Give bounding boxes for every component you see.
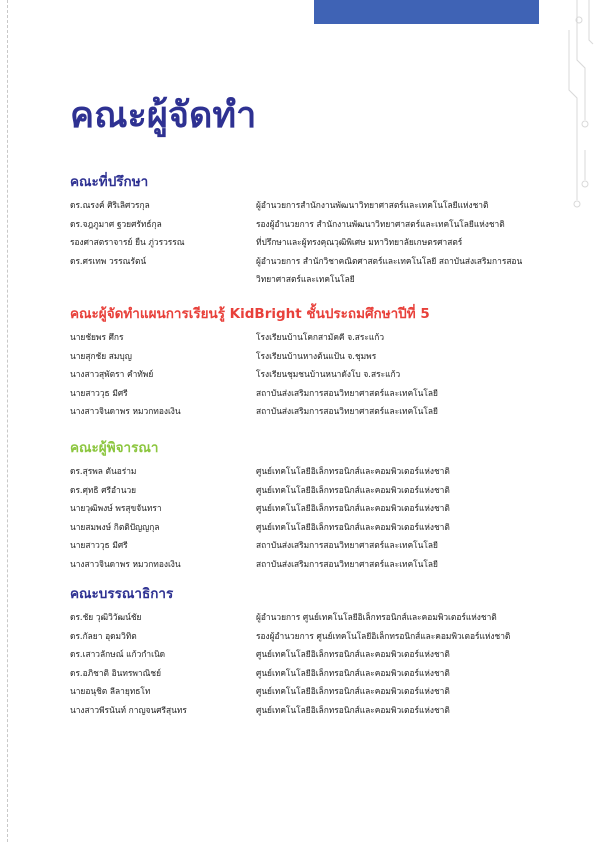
person-name: นายสมพงษ์ กิตติปัญญกุล <box>70 521 160 532</box>
list-item <box>70 608 560 627</box>
list-item <box>70 196 560 215</box>
person-name: ดร.ณรงค์ ศิริเลิศวรกุล <box>70 200 150 210</box>
person-name: นางสาวจินดาพร หมวกทองเงิน <box>70 406 181 416</box>
page-title: คณะผู้จัดทำ <box>70 95 257 136</box>
person-role: ศูนย์เทคโนโลยีอิเล็กทรอนิกส์และคอมพิวเตอร์แห่งชาติ <box>256 649 450 659</box>
section-heading-reviewers: คณะผู้พิจารณา <box>70 440 159 456</box>
list-item <box>70 555 560 574</box>
person-name: ดร.เสาวลักษณ์ แก้วกำเนิด <box>70 649 166 659</box>
person-name: นายสุกชัย สมบุญ <box>70 350 132 361</box>
person-role: ศูนย์เทคโนโลยีอิเล็กทรอนิกส์และคอมพิวเตอร์แห่งชาติ <box>256 466 450 476</box>
person-role: โรงเรียนบ้านโคกสามัคคี จ.สระแก้ว <box>256 332 385 342</box>
person-role: สถาบันส่งเสริมการสอนวิทยาศาสตร์และเทคโนโลยี <box>256 558 438 569</box>
list-item <box>70 384 560 403</box>
page-edge-dashed-line <box>7 0 8 842</box>
person-role: รองผู้อำนวยการ สำนักงานพัฒนาวิทยาศาสตร์และเทคโนโลยีแห่งชาติ <box>256 218 505 229</box>
person-name: นางสาวจินดาพร หมวกทองเงิน <box>70 558 181 569</box>
list-item <box>70 233 560 252</box>
list-item <box>70 536 560 555</box>
person-role: โรงเรียนบ้านหางต้นแป้น จ.ชุมพร <box>256 350 377 361</box>
person-name: ดร.กัลยา อุดมวิทิต <box>70 630 137 641</box>
person-role: ผู้อำนวยการ ศูนย์เทคโนโลยีอิเล็กทรอนิกส์และคอมพิวเตอร์แห่งชาติ <box>256 612 497 622</box>
section-advisors <box>70 170 560 289</box>
list-item <box>70 462 560 481</box>
person-role: ผู้อำนวยการสำนักงานพัฒนาวิทยาศาสตร์และเทคโนโลยีแห่งชาติ <box>256 200 489 210</box>
person-name: รองศาสตราจารย์ ยืน ภู่วรวรรณ <box>70 237 185 247</box>
person-name: นายสาววุธ มีศรี <box>70 540 128 550</box>
person-name: นายอนุชิต ลีลายุทธโท <box>70 686 151 696</box>
list-item <box>70 252 560 289</box>
list-item <box>70 481 560 500</box>
person-role: ศูนย์เทคโนโลยีอิเล็กทรอนิกส์และคอมพิวเตอร์แห่งชาติ <box>256 704 450 715</box>
person-role: ศูนย์เทคโนโลยีอิเล็กทรอนิกส์และคอมพิวเตอร์แห่งชาติ <box>256 686 450 696</box>
person-role: ศูนย์เทคโนโลยีอิเล็กทรอนิกส์และคอมพิวเตอร์แห่งชาติ <box>256 667 450 678</box>
person-role: ศูนย์เทคโนโลยีอิเล็กทรอนิกส์และคอมพิวเตอร์แห่งชาติ <box>256 484 450 495</box>
list-item <box>70 701 560 720</box>
section-heading-editors: คณะบรรณาธิการ <box>70 586 174 602</box>
section-heading-advisors: คณะที่ปรึกษา <box>70 174 149 190</box>
list-item <box>70 365 560 384</box>
person-name: นายวุฒิพงษ์ พรสุขจันทรา <box>70 503 162 513</box>
person-name: ดร.ชัย วุฒิวิวัฒน์ชัย <box>70 612 142 622</box>
list-item <box>70 682 560 701</box>
person-role: สถาบันส่งเสริมการสอนวิทยาศาสตร์และเทคโนโลยี <box>256 540 438 550</box>
person-name: ดร.จฎภูมาศ ฐวยศรัทธ์กุล <box>70 218 162 229</box>
list-item <box>70 518 560 537</box>
list-item <box>70 627 560 646</box>
person-role: ผู้อำนวยการ สำนักวิชาคณิตศาสตร์และเทคโนโลยี สถาบันส่งเสริมการสอนวิทยาศาสตร์และเทคโนโลยี <box>256 255 523 284</box>
section-reviewers <box>70 436 560 573</box>
list-item <box>70 645 560 664</box>
top-color-bar <box>314 0 539 24</box>
circuit-decoration <box>555 0 595 230</box>
person-name: ดร.อภิชาติ อินทรพาณิชย์ <box>70 667 161 678</box>
person-role: สถาบันส่งเสริมการสอนวิทยาศาสตร์และเทคโนโลยี <box>256 406 438 416</box>
person-name: นางสาวสุพัตรา คำทัพย์ <box>70 369 154 379</box>
person-role: สถาบันส่งเสริมการสอนวิทยาศาสตร์และเทคโนโลยี <box>256 387 438 398</box>
list-item <box>70 328 560 347</box>
person-role: โรงเรียนชุมชนบ้านหนาดังโบ จ.สระแก้ว <box>256 369 401 379</box>
person-role: ศูนย์เทคโนโลยีอิเล็กทรอนิกส์และคอมพิวเตอร์แห่งชาติ <box>256 521 450 532</box>
list-item <box>70 402 560 421</box>
person-name: นายสาววุธ มีศรี <box>70 387 128 398</box>
list-item <box>70 499 560 518</box>
list-item <box>70 215 560 234</box>
person-role: ศูนย์เทคโนโลยีอิเล็กทรอนิกส์และคอมพิวเตอร์แห่งชาติ <box>256 503 450 513</box>
person-name: ดร.สุรพล ตันอร่าม <box>70 466 137 476</box>
section-heading-authors: คณะผู้จัดทำแผนการเรียนรู้ KidBright ชั้นประถมศึกษาปีที่ 5 <box>70 306 430 322</box>
section-authors <box>70 302 560 421</box>
section-editors <box>70 582 560 719</box>
person-role: ที่ปรึกษาและผู้ทรงคุณวุฒิพิเศษ มหาวิทยาลัยเกษตรศาสตร์ <box>256 237 463 247</box>
list-item <box>70 664 560 683</box>
list-item <box>70 347 560 366</box>
person-name: นางสาวพีรนันท์ กาญจนศรีสุนทร <box>70 704 187 715</box>
person-name: นายชัยพร ศึกร <box>70 332 124 342</box>
person-name: ดร.ศรเทพ วรรณรัตน์ <box>70 255 147 266</box>
person-name: ดร.ศุทธิ ศรีอำนวย <box>70 484 137 495</box>
person-role: รองผู้อำนวยการ ศูนย์เทคโนโลยีอิเล็กทรอนิกส์และคอมพิวเตอร์แห่งชาติ <box>256 630 511 641</box>
